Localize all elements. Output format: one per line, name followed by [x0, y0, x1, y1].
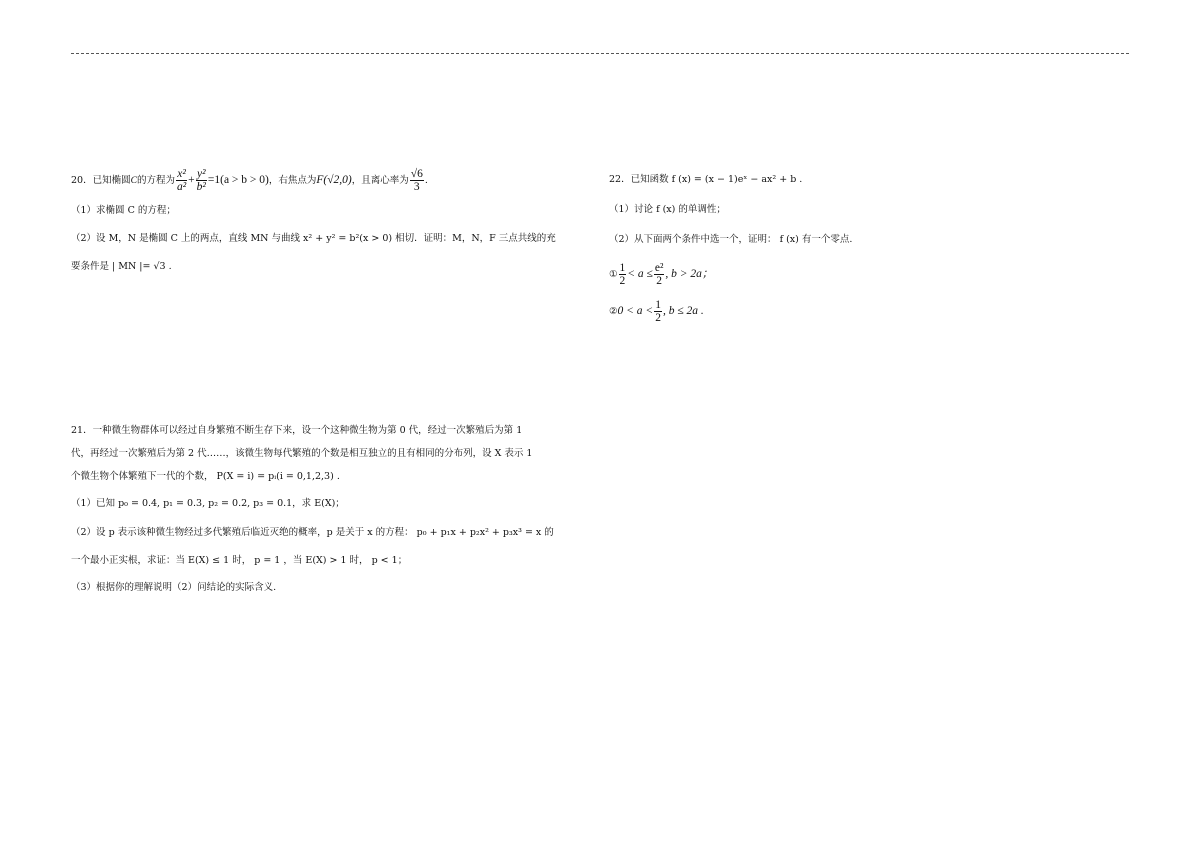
- q22-part1: （1）讨论 f (x) 的单调性；: [609, 204, 726, 215]
- q22-cond1-frac1: [619, 262, 627, 287]
- q22-cond1-rest: , b > 2a；: [665, 268, 714, 280]
- q22-part2: （2）从下面两个条件中选一个，证明： f (x) 有一个零点.: [609, 234, 853, 245]
- q20-frac-x: [176, 168, 187, 193]
- q21-line1: 21．一种微生物群体可以经过自身繁殖不断生存下来，设一个这种微生物为第 0 代，经过一次繁殖后为第 1: [71, 425, 523, 436]
- q22-cond1-mid: < a ≤: [627, 268, 653, 280]
- q20-stem-b: 的方程为: [136, 175, 175, 186]
- question-20: 20．已知椭圆C的方程为 $\frac{\text{x²}}{\text{a²}}$ + $\frac{\text{y²}}{\text{b²}}$ =1(a > b > 0)，右焦点为F(√2,0)，且离心率为 $\frac{√6}{3}$ .: [71, 168, 428, 193]
- q22-cond1-frac2-den: 2: [656, 275, 663, 287]
- q21-line2: 代，再经过一次繁殖后为第 2 代……，该微生物每代繁殖的个数是相互独立的且有相同的分布列，设 X 表示 1: [71, 448, 533, 459]
- q22-cond2-frac-num: 1: [655, 299, 661, 311]
- q22-cond1-frac1-num: 1: [619, 262, 626, 274]
- q20-ecc-frac: [410, 168, 424, 193]
- q20-part1: （1）求椭圆 C 的方程；: [71, 205, 176, 216]
- q20-focus-math: F(√2,0): [316, 174, 352, 186]
- q22-cond2-prefix: ②: [609, 306, 618, 317]
- q21-line3: 个微生物个体繁殖下一代的个数， P(X = i) = pᵢ(i = 0,1,2,3) .: [71, 471, 340, 482]
- q20-part2-line2: 要条件是 | MN |= √3 .: [71, 261, 172, 272]
- q22-cond2-frac-den: 2: [655, 312, 661, 324]
- right-column: [609, 168, 1129, 324]
- q20-stem-a: 已知椭圆: [92, 175, 131, 186]
- q20-frac-y: [196, 168, 207, 193]
- q20-part2-line1: （2）设 M，N 是椭圆 C 上的两点，直线 MN 与曲线 x² + y² = b²(x > 0) 相切．证明：M，N，F 三点共线的充: [71, 233, 556, 244]
- q20-stem-c: C: [130, 176, 137, 186]
- q21-part2-line2: 一个最小正实根，求证：当 E(X) ≤ 1 时， p = 1 ，当 E(X) > 1 时， p < 1；: [71, 555, 408, 566]
- left-column: [71, 168, 591, 596]
- q20-frac-y-num: y²: [196, 168, 206, 180]
- q20-ecc-text: ，且离心率为: [351, 175, 409, 186]
- q22-condition-2: [609, 299, 1129, 324]
- q22-condition-1: [609, 262, 1129, 287]
- q20-end: .: [424, 175, 428, 186]
- q22-cond2-rest: , b ≤ 2a .: [662, 305, 704, 317]
- q21-part1: （1）已知 p₀ = 0.4, p₁ = 0.3, p₂ = 0.2, p₃ = 0.1，求 E(X)；: [71, 498, 345, 509]
- q21-part2-line1: （2）设 p 表示该种微生物经过多代繁殖后临近灭绝的概率，p 是关于 x 的方程： p₀ + p₁x + p₂x² + p₃x³ = x 的: [71, 527, 554, 538]
- q22-cond1-prefix: ①: [609, 269, 618, 280]
- q22-cond2-frac: [654, 299, 662, 324]
- q20-frac-y-den: b²: [196, 181, 206, 193]
- q22-stem: 22．已知函数 f (x) = (x − 1)eˣ − ax² + b .: [609, 174, 803, 185]
- header-dashed-rule: [71, 53, 1129, 54]
- q20-number: 20．: [71, 175, 93, 186]
- q20-focus-text: ，右焦点为: [268, 175, 317, 186]
- q20-eq-rest: =1(a > b > 0): [207, 174, 269, 186]
- q20-ecc-den: 3: [413, 181, 420, 193]
- q22-cond1-frac2: [654, 262, 665, 287]
- q20-frac-x-num: x²: [177, 168, 186, 180]
- q22-cond2-mid: 0 < a <: [617, 305, 654, 317]
- q20-frac-x-den: a²: [176, 181, 187, 193]
- q21-part3: （3）根据你的理解说明（2）问结论的实际含义.: [71, 582, 277, 593]
- q22-cond1-frac2-num: e²: [654, 262, 664, 274]
- q22-cond1-frac1-den: 2: [619, 275, 626, 287]
- q20-ecc-num: √6: [410, 168, 423, 180]
